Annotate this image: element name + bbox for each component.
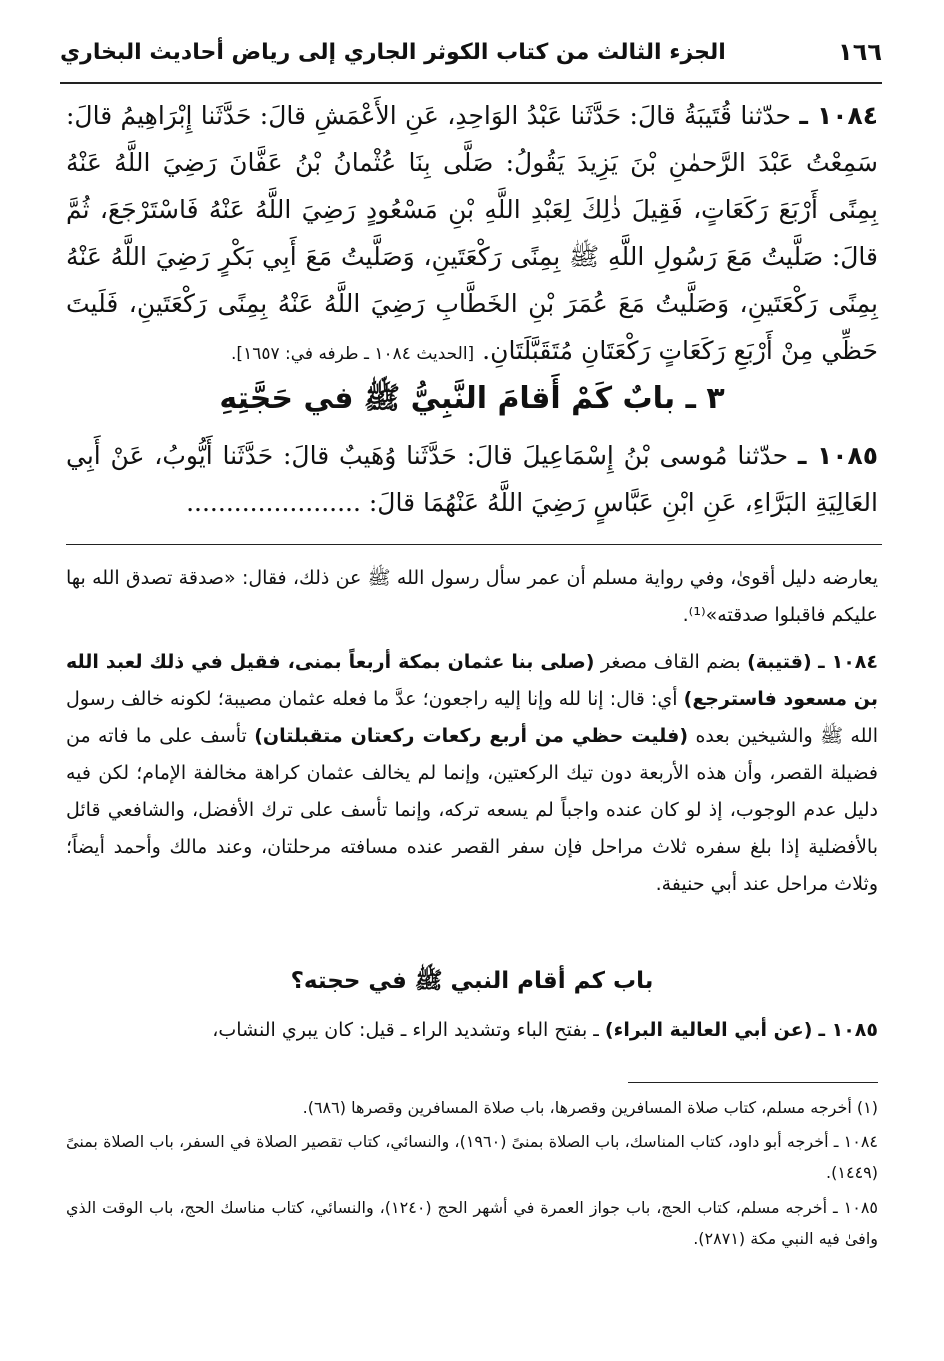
commentary-quote: (قتيبة): [747, 651, 812, 673]
commentary-1084: [66, 644, 878, 903]
hadith-text: حدّثنا قُتَيبَةُ قالَ: حَدَّثَنا عَبْدُ الوَاحِدِ، عَنِ الأَعْمَشِ قالَ: حَدَّثَنا إِبْرَاهِيمُ قالَ: سَمِعْتُ عَبْدَ الرَّحمٰنِ بْنَ يَزِيدَ يَقُولُ: صَلَّى بِنَا عُثْمانُ بْنُ عَفَّانَ رَضِيَ اللَّهُ عَنْهُ بِمِنًى أَرْبَعَ رَكَعَاتٍ، فَقِيلَ ذٰلِكَ لِعَبْدِ اللَّهِ بْنِ مَسْعُودٍ رَضِيَ اللَّهُ عَنْهُ فَاسْتَرْجَعَ، ثُمَّ قالَ: صَلَّيتُ مَعَ رَسُولِ اللَّهِ ﷺ بِمِنًى رَكْعَتَينِ، وَصَلَّيتُ مَعَ أَبِي بَكْرٍ رَضِيَ اللَّهُ عَنْهُ بِمِنًى رَكْعَتَينِ، وَصَلَّيتُ مَعَ عُمَرَ بْنِ الخَطَّابِ رَضِيَ اللَّهُ عَنْهُ بِمِنًى رَكْعَتَينِ، فَلَيتَ حَظِّي مِنْ أَرْبَعِ رَكَعَاتٍ رَكْعَتَانِ مُتَقَبَّلَتَانِ.: [66, 101, 878, 365]
page-header: [60, 30, 882, 84]
commentary-quote: (صلى بنا عثمان بمكة أربعاً بمنى، فقيل في ذلك لعبد الله بن مسعود فاسترجع): [66, 651, 879, 710]
commentary-number: ١٠٨٥ ـ: [818, 1019, 878, 1041]
hadith-number: ١٠٨٤ ـ: [799, 101, 878, 130]
divider: [66, 544, 882, 545]
commentary-text: ـ بفتح الباء وتشديد الراء ـ قيل: كان يبري النشاب،: [212, 1019, 599, 1041]
hadith-reference: [الحديث ١٠٨٤ ـ طرفه في: ١٦٥٧].: [231, 344, 475, 364]
commentary-text: تأسف على ما فاته من فضيلة القصر، وأن هذه الأربعة دون تيك الركعتين، وإنما لم يخالف عثمان كراهة مخالفة الإمام؛ لكن فيه دليل عدم الوجوب، إذ لو كان عنده واجباً لم يسعه تركه، وإنما تأسف على ترك الأفضل، والشافعي قائل بالأفضلية إذا بلغ سفره ثلاث مراحل فإن سفر القصر عنده مسافته مرحلتان، وعند مالك وأحمد أيضاً؛ وثلاث مراحل عند أبي حنيفة.: [66, 725, 878, 895]
commentary-number: ١٠٨٤ ـ: [818, 651, 878, 673]
commentary-quote: (فليت حظي من أربع ركعات ركعتان متقبلتان): [254, 725, 689, 747]
running-title: الجزء الثالث من كتاب الكوثر الجاري إلى رياض أحاديث البخاري: [60, 40, 726, 65]
commentary-text: بضم القاف مصغر: [600, 651, 741, 673]
commentary-quote: (عن أبي العالية البراء): [604, 1019, 813, 1041]
hadith-text: حدّثنا مُوسى بْنُ إِسْمَاعِيلَ قالَ: حَدَّثَنا وُهَيبٌ قالَ: حَدَّثَنا أَيُّوبُ، عَنْ أَبِي العَالِيَةِ البَرَّاءِ، عَنِ ابْنِ عَبَّاسٍ رَضِيَ اللَّهُ عَنْهُمَا قالَ: ......................: [66, 441, 878, 517]
commentary-1085: [66, 1012, 878, 1049]
page-number: ١٦٦: [838, 38, 882, 66]
footnote-1084: ١٠٨٤ ـ أخرجه أبو داود، كتاب المناسك، باب الصلاة بمنىً (١٩٦٠)، والنسائي، كتاب تقصير الصلاة في السفر، باب الصلاة بمنىً (١٤٤٩).: [66, 1132, 878, 1182]
chapter-heading: ٣ ـ بابٌ كَمْ أَقامَ النَّبِيُّ ﷺ في حَجَّتِهِ: [219, 381, 725, 416]
hadith-1085: [66, 432, 878, 526]
commentary-text: أي: قال: إنا لله وإنا إليه راجعون؛ عدَّ ما فعله عثمان مصيبة؛ لكونه خالف رسول الله ﷺ والشيخين بعده: [66, 688, 878, 747]
footnote-1085: ١٠٨٥ ـ أخرجه مسلم، كتاب الحج، باب جواز العمرة في أشهر الحج (١٢٤٠)، والنسائي، كتاب مناسك الحج، باب الوقت الذي وافىٰ فيه النبي مكة (٢٨٧١).: [66, 1198, 878, 1248]
commentary-paragraph: يعارضه دليل أقوىٰ، وفي رواية مسلم أن عمر سأل رسول الله ﷺ عن ذلك، فقال: «صدقة تصدق الله بها عليكم فاقبلوا صدقته»⁽¹⁾.: [66, 567, 878, 626]
hadith-number: ١٠٨٥ ـ: [797, 441, 878, 470]
commentary-chapter-heading: باب كم أقام النبي ﷺ في حجته؟: [290, 968, 654, 994]
hadith-1084: [66, 92, 878, 378]
footnote-1: (١) أخرجه مسلم، كتاب صلاة المسافرين وقصرها، باب صلاة المسافرين وقصرها (٦٨٦).: [302, 1098, 878, 1117]
footnote-divider: [628, 1082, 878, 1083]
